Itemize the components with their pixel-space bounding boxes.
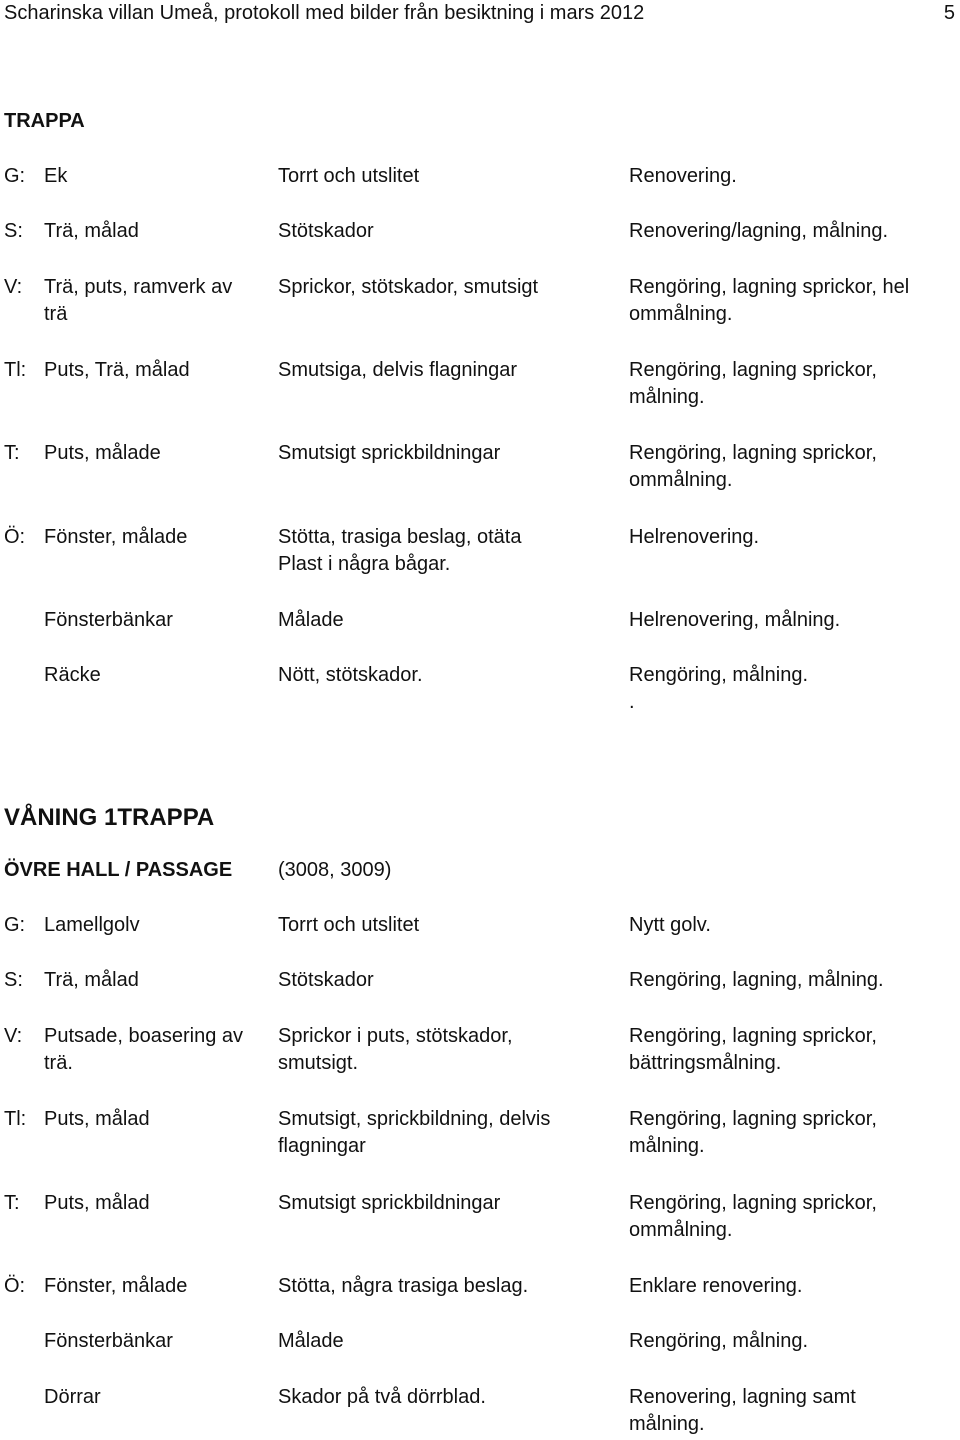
row-action: Rengöring, lagning sprickor, ommålning. (629, 1192, 877, 1241)
row-condition: Smutsigt, sprickbildning, delvis flagningar (278, 1108, 551, 1157)
row-action: Rengöring, lagning sprickor, målning. (629, 359, 877, 408)
row-condition: Stötta, trasiga beslag, otäta Plast i några bågar. (278, 526, 522, 575)
row-material: Puts, målade (44, 442, 161, 464)
row-code: V: (4, 1025, 23, 1047)
row-condition: Torrt och utslitet (278, 914, 420, 936)
row-action: Helrenovering, målning. (629, 609, 841, 631)
row-material: Trä, målad (44, 969, 139, 991)
row-action: Renovering, lagning samt målning. (629, 1386, 856, 1435)
row-condition: Målade (278, 1330, 344, 1352)
row-condition: Smutsigt sprickbildningar (278, 442, 501, 464)
row-code: Tl: (4, 1108, 27, 1130)
row-condition: Sprickor i puts, stötskador, smutsigt. (278, 1025, 513, 1074)
row-code: S: (4, 220, 23, 242)
page-header-title: Scharinska villan Umeå, protokoll med bilder från besiktning i mars 2012 (4, 2, 645, 24)
row-material: Ek (44, 165, 68, 187)
row-action: Helrenovering. (629, 526, 760, 548)
row-material: Puts, målad (44, 1192, 150, 1214)
trailing-period: . (629, 691, 635, 713)
row-action: Rengöring, lagning sprickor, hel ommålning. (629, 276, 910, 325)
row-action: Rengöring, målning. (629, 1330, 808, 1352)
row-code: Ö: (4, 526, 26, 548)
row-condition: Smutsigt sprickbildningar (278, 1192, 501, 1214)
row-action: Rengöring, lagning sprickor, målning. (629, 1108, 877, 1157)
row-code: S: (4, 969, 23, 991)
row-code: Tl: (4, 359, 27, 381)
subsection-heading: ÖVRE HALL / PASSAGE (4, 859, 233, 881)
row-material: Lamellgolv (44, 914, 140, 936)
row-material: Trä, målad (44, 220, 139, 242)
row-code: V: (4, 276, 23, 298)
row-condition: Målade (278, 609, 344, 631)
row-material: Puts, målad (44, 1108, 150, 1130)
row-action: Renovering/lagning, målning. (629, 220, 889, 242)
row-action: Enklare renovering. (629, 1275, 803, 1297)
row-condition: Torrt och utslitet (278, 165, 420, 187)
row-condition: Stötskador (278, 220, 374, 242)
row-condition: Sprickor, stötskador, smutsigt (278, 276, 539, 298)
row-code: Ö: (4, 1275, 26, 1297)
row-material: Putsade, boasering av trä. (44, 1025, 244, 1074)
row-action: Rengöring, målning. (629, 664, 808, 686)
row-code: G: (4, 165, 26, 187)
row-code: G: (4, 914, 26, 936)
row-material: Fönsterbänkar (44, 1330, 173, 1352)
row-action: Rengöring, lagning sprickor, ommålning. (629, 442, 877, 491)
room-codes: (3008, 3009) (278, 859, 392, 881)
row-material: Puts, Trä, målad (44, 359, 190, 381)
page-number: 5 (943, 2, 955, 24)
row-material: Fönsterbänkar (44, 609, 173, 631)
row-material: Trä, puts, ramverk av trä (44, 276, 233, 325)
row-material: Fönster, målade (44, 1275, 188, 1297)
row-condition: Nött, stötskador. (278, 664, 423, 686)
row-material: Dörrar (44, 1386, 101, 1408)
row-code: T: (4, 1192, 20, 1214)
section-heading-trappa: TRAPPA (4, 110, 85, 132)
row-action: Rengöring, lagning, målning. (629, 969, 884, 991)
row-code: T: (4, 442, 20, 464)
row-material: Fönster, målade (44, 526, 188, 548)
row-action: Rengöring, lagning sprickor, bättringsmålning. (629, 1025, 877, 1074)
row-condition: Stötskador (278, 969, 374, 991)
row-action: Nytt golv. (629, 914, 711, 936)
row-action: Renovering. (629, 165, 737, 187)
row-condition: Stötta, några trasiga beslag. (278, 1275, 529, 1297)
row-condition: Smutsiga, delvis flagningar (278, 359, 518, 381)
row-material: Räcke (44, 664, 101, 686)
row-condition: Skador på två dörrblad. (278, 1386, 486, 1408)
section-heading-vaning: VÅNING 1TRAPPA (4, 804, 215, 831)
